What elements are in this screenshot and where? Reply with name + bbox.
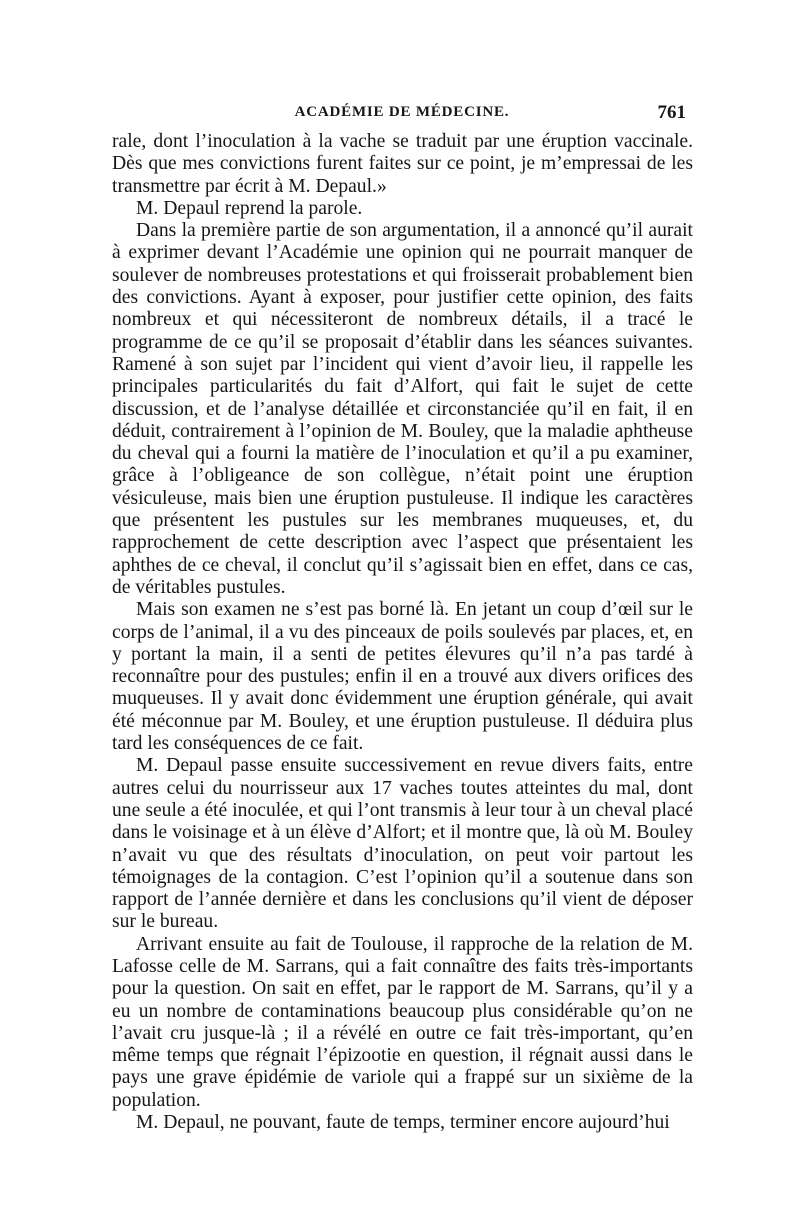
running-head: ACADÉMIE DE MÉDECINE.	[294, 104, 510, 120]
paragraph-toulouse: Arrivant ensuite au fait de Toulouse, il rapproche de la relation de M. Lafosse celle de M. Sarrans, qui a fait connaître des faits très-importants pour la question. On sait en effet, par le rapport de M. Sarrans, qu’il y a eu un nombre de contaminations beaucoup plus considérable qu’on ne l’avait cru jusque-là ; il a révélé en outre ce fait très-important, qu’en même temps que régnait l’épizootie en question, il régnait aussi dans le pays une grave épidémie de variole qui a frappé sur un sixième de la population.	[112, 933, 693, 1111]
page-number: 761	[657, 102, 686, 123]
paragraph-continuation: rale, dont l’inoculation à la vache se traduit par une éruption vaccinale. Dès que mes convictions furent faites sur ce point, je m’empressai de les transmettre par écrit à M. Depaul.»	[112, 131, 693, 197]
paragraph-argumentation: Dans la première partie de son argumentation, il a annoncé qu’il aurait à exprimer devant l’Académie une opinion qui ne pourrait manquer de soulever de nombreuses protestations et qui froisserait probablement bien des convictions. Ayant à exposer, pour justifier cette opinion, des faits nombreux et qui nécessiteront de nombreux détails, il a tracé le programme de ce qu’il se proposait d’établir dans les séances suivantes. Ramené à son sujet par l’incident qui vient d’avoir lieu, il rappelle les principales particularités du fait d’Alfort, qui fait le sujet de cette discussion, et de l’analyse détaillée et circonstanciée qu’il en fait, il en déduit, contrairement à l’opinion de M. Bouley, que la maladie aphtheuse du cheval qui a fourni la matière de l’inoculation et qu’il a pu examiner, grâce à l’obligeance de son collègue, n’était point une éruption vésiculeuse, mais bien une éruption pustuleuse. Il indique les caractères que présentent les pustules sur les membranes muqueuses, et, du rapprochement de cette description avec l’aspect que présentaient les aphthes de ce cheval, il conclut qu’il s’agissait bien en effet, dans ce cas, de véritables pustules.	[112, 220, 693, 598]
paragraph-conclusion-start: M. Depaul, ne pouvant, faute de temps, terminer encore aujourd’hui	[136, 1112, 670, 1134]
paragraph-revue-faits: M. Depaul passe ensuite successivement en revue divers faits, entre autres celui du nourrisseur aux 17 vaches toutes atteintes du mal, dont une seule a été inoculée, et qui l’ont transmis à leur tour à un cheval placé dans le voisinage et à un élève d’Alfort; et il montre que, là où M. Bouley n’avait vu que des résultats d’inoculation, on peut voir partout les témoignages de la contagion. C’est l’opinion qu’il a soutenue dans son rapport de l’année dernière et dans les conclusions qu’il vient de déposer sur le bureau.	[112, 755, 693, 933]
paragraph-depaul-reprend: M. Depaul reprend la parole.	[136, 197, 363, 219]
page-header	[112, 101, 692, 129]
paragraph-examen: Mais son examen ne s’est pas borné là. En jetant un coup d’œil sur le corps de l’animal, il a vu des pinceaux de poils soulevés par places, et, en y portant la main, il a senti de petites élevures qu’il n’a pas tardé à reconnaître pour des pustules; enfin il en a trouvé aux divers orifices des muqueuses. Il y avait donc évidemment une éruption générale, qui avait été méconnue par M. Bouley, et une éruption pustuleuse. Il déduira plus tard les conséquences de ce fait.	[112, 599, 693, 755]
body-text	[112, 131, 693, 1134]
